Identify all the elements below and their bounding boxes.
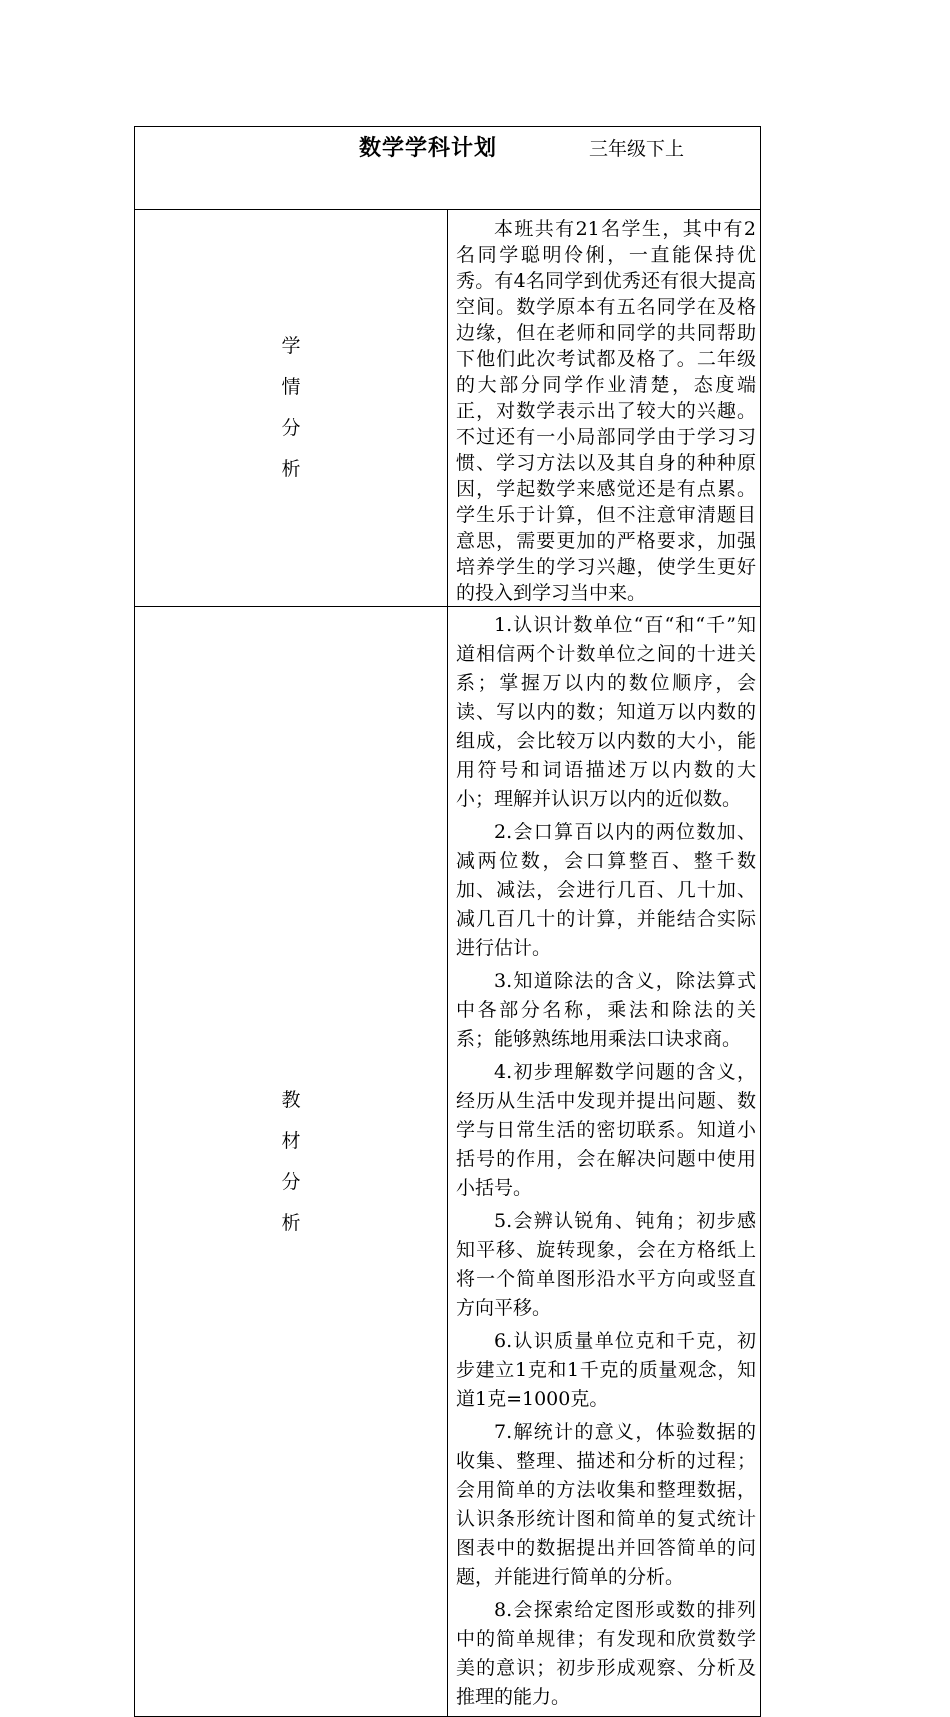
material-analysis-content <box>448 607 761 1717</box>
material-item: 1.认识计数单位“百“和“千”知道相信两个计数单位之间的十进关系；掌握万以内的数位顺序，会读、写以内的数；知道万以内数的组成，会比较万以内数的大小，能用符号和词语描述万以内数的大小；理解并认识万以内的近似数。 <box>456 614 756 810</box>
student-analysis-label: 学情分析 <box>281 335 301 480</box>
material-item: 5.会辨认锐角、钝角；初步感知平移、旋转现象，会在方格纸上将一个简单图形沿水平方向或竖直方向平移。 <box>456 1210 756 1319</box>
student-analysis-content <box>448 210 761 607</box>
material-analysis-label: 教材分析 <box>281 1088 301 1234</box>
material-item: 7.解统计的意义，体验数据的收集、整理、描述和分析的过程；会用简单的方法收集和整理数据，认识条形统计图和简单的复式统计图表中的数据提出并回答简单的问题，并能进行简单的分析。 <box>456 1421 756 1588</box>
material-item: 8.会探索给定图形或数的排列中的简单规律；有发现和欣赏数学美的意识；初步形成观察、分析及推理的能力。 <box>456 1599 756 1708</box>
student-analysis-label-cell <box>135 210 448 607</box>
material-analysis-row <box>135 607 761 1717</box>
student-analysis-text: 本班共有21名学生，其中有2名同学聪明伶俐，一直能保持优秀。有4名同学到优秀还有很大提高空间。数学原本有五名同学在及格边缘，但在老师和同学的共同帮助下他们此次考试都及格了。二年级的大部分同学作业清楚，态度端正，对数学表示出了较大的兴趣。不过还有一小局部同学由于学习习惯、学习方法以及其自身的种种原因，学起数学来感觉还是有点累。学生乐于计算，但不注意审清题目意思，需要更加的严格要求，加强培养学生的学习兴趣，使学生更好的投入到学习当中来。 <box>456 218 756 604</box>
grade-label: 三年级下上 <box>589 138 685 160</box>
material-item: 4.初步理解数学问题的含义，经历从生活中发现并提出问题、数学与日常生活的密切联系。知道小括号的作用，会在解决问题中使用小括号。 <box>456 1061 756 1199</box>
material-item: 3.知道除法的含义，除法算式中各部分名称，乘法和除法的关系；能够熟练地用乘法口诀求商。 <box>456 970 756 1050</box>
title-row <box>135 127 761 210</box>
title-cell <box>135 127 761 210</box>
material-item: 6.认识质量单位克和千克，初步建立1克和1千克的质量观念，知道1克=1000克。 <box>456 1330 756 1410</box>
plan-table <box>134 126 761 1717</box>
material-item: 2.会口算百以内的两位数加、减两位数，会口算整百、整千数加、减法，会进行几百、几十加、减几百几十的计算，并能结合实际进行估计。 <box>456 821 756 959</box>
material-analysis-label-cell <box>135 607 448 1717</box>
document-title: 数学学科计划 <box>359 136 498 161</box>
student-analysis-row <box>135 210 761 607</box>
